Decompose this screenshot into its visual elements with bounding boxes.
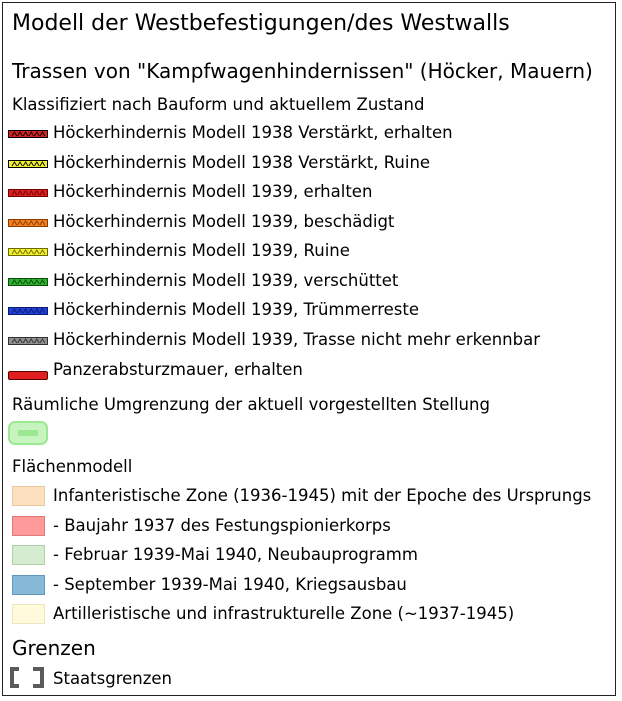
subsection-classified-heading: Klassifiziert nach Bauform und aktuellem Zustand <box>12 95 425 114</box>
wall-line-icon <box>8 365 48 374</box>
obstacle-item-label: Höckerhindernis Modell 1939, Trasse nicht mehr erkennbar <box>53 329 541 349</box>
section-obstacles-heading: Trassen von "Kampfwagenhindernissen" (Höcker, Mauern) <box>12 59 593 83</box>
legend-title: Modell der Westbefestigungen/des Westwalls <box>12 11 510 36</box>
obstacle-item-label: Höckerhindernis Modell 1939, Trümmerreste <box>53 300 420 319</box>
obstacle-item-label: Höckerhindernis Modell 1938 Verstärkt, erhalten <box>53 123 453 142</box>
tooth-hatch-icon <box>8 160 48 168</box>
area-swatch-icon <box>12 516 45 536</box>
area-swatch-icon <box>12 545 45 565</box>
wall-item-label: Panzerabsturzmauer, erhalten <box>53 360 303 379</box>
obstacle-item-label: Höckerhindernis Modell 1939, verschüttet <box>53 270 399 290</box>
area-swatch-icon <box>12 604 45 624</box>
section-borders-heading: Grenzen <box>12 636 96 660</box>
obstacle-item-label: Höckerhindernis Modell 1938 Verstärkt, Ruine <box>53 152 431 172</box>
tooth-hatch-icon <box>8 307 48 315</box>
section-extent-heading: Räumliche Umgrenzung der aktuell vorgestellten Stellung <box>12 395 490 414</box>
border-bracket-icon <box>8 666 48 690</box>
section-area-heading: Flächenmodell <box>12 457 133 476</box>
area-item-label: Infanteristische Zone (1936-1945) mit der Epoche des Ursprungs <box>53 486 592 505</box>
tooth-hatch-icon <box>8 248 48 256</box>
area-swatch-icon <box>12 575 45 595</box>
area-item-label: - Baujahr 1937 des Festungspionierkorps <box>53 515 391 535</box>
area-swatch-icon <box>12 486 45 506</box>
border-item-label: Staatsgrenzen <box>53 669 173 688</box>
area-item-label: Artilleristische und infrastrukturelle Zone (~1937-1945) <box>53 604 515 623</box>
tooth-hatch-icon <box>8 219 48 227</box>
tooth-hatch-icon <box>8 130 48 138</box>
area-item-label: - Februar 1939-Mai 1940, Neubauprogramm <box>53 545 418 564</box>
area-item-label: - September 1939-Mai 1940, Kriegsausbau <box>53 574 407 594</box>
extent-swatch-icon <box>8 421 48 445</box>
obstacle-item-label: Höckerhindernis Modell 1939, beschädigt <box>53 211 395 231</box>
tooth-hatch-icon <box>8 337 48 345</box>
obstacle-item-label: Höckerhindernis Modell 1939, erhalten <box>53 182 373 201</box>
tooth-hatch-icon <box>8 189 48 197</box>
tooth-hatch-icon <box>8 278 48 286</box>
obstacle-item-label: Höckerhindernis Modell 1939, Ruine <box>53 241 350 260</box>
